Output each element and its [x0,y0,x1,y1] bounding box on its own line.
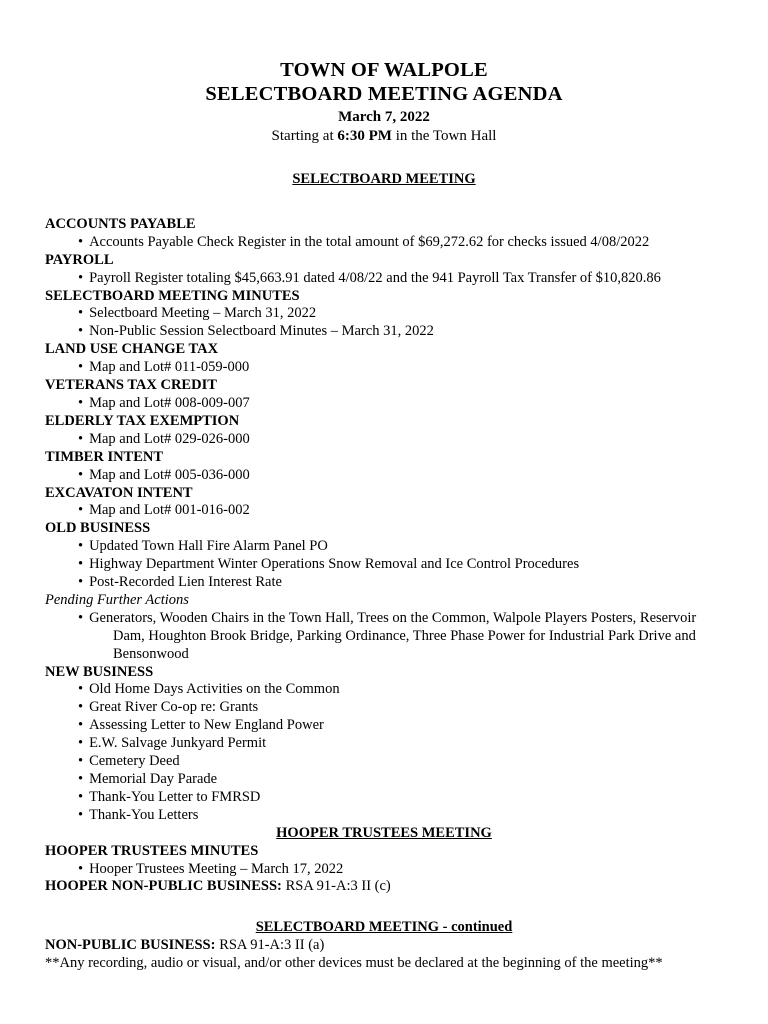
bullet-text: Accounts Payable Check Register in the total amount of $69,272.62 for checks issued 4/08/2022 [89,233,650,250]
start-time: 6:30 PM [337,128,392,144]
meeting-heading-text: SELECTBOARD MEETING [292,171,476,187]
agenda-section [45,520,723,592]
bullet-item [45,270,723,288]
agenda-section [45,216,723,252]
bullet-icon: • [78,788,84,805]
bullet-item [45,502,723,520]
bullet-item [45,234,723,252]
label-text: NON-PUBLIC BUSINESS: [45,937,216,954]
bullet-item [45,735,723,753]
bullet-text: Highway Department Winter Operations Snow Removal and Ice Control Procedures [89,556,580,573]
agenda-section [45,485,723,521]
agenda-section [45,664,723,825]
start-suffix: in the Town Hall [391,128,497,144]
agenda-section [45,449,723,485]
bullet-text: Generators, Wooden Chairs in the Town Hall, Trees on the Common, Walpole Players Posters, Reservoir Dam, Houghton Brook Bridge, Parking Ordinance, Three Phase Power for Industrial Park Drive and Bensonwood [89,609,697,662]
bullet-text: Non-Public Session Selectboard Minutes – March 31, 2022 [89,323,434,340]
bullet-icon: • [78,430,84,447]
meeting-date: March 7, 2022 [338,109,430,125]
bullet-icon: • [78,538,84,555]
section-heading: VETERANS TAX CREDIT [45,377,217,394]
bullet-icon: • [78,699,84,716]
section-heading: Pending Further Actions [45,591,189,608]
bullet-text: Cemetery Deed [89,753,180,770]
notice-line: **Any recording, audio or visual, and/or other devices must be declared at the beginning of the meeting** [45,955,663,972]
bullet-icon: • [78,717,84,734]
label-value: RSA 91-A:3 II (c) [285,878,391,895]
bullet-text: Map and Lot# 011-059-000 [89,359,250,376]
bullet-item [45,305,723,323]
bullet-icon: • [78,681,84,698]
section-heading: ACCOUNTS PAYABLE [45,215,196,232]
document-title-line2: SELECTBOARD MEETING AGENDA [205,83,563,105]
bullet-item [45,789,723,807]
agenda-section [45,843,723,879]
section-heading: TIMBER INTENT [45,448,164,465]
agenda-section [45,413,723,449]
bullet-text: Memorial Day Parade [89,771,218,787]
start-prefix: Starting at [271,128,338,144]
bullet-text: Assessing Letter to New England Power [89,717,324,734]
bullet-text: Thank-You Letter to FMRSD [89,788,261,805]
bullet-item [45,699,723,717]
bullet-text: Hooper Trustees Meeting – March 17, 2022 [89,860,344,877]
bullet-text: Updated Town Hall Fire Alarm Panel PO [89,538,328,555]
bullet-text: Post-Recorded Lien Interest Rate [89,574,282,591]
bullet-icon: • [78,323,84,340]
bullet-text: Selectboard Meeting – March 31, 2022 [89,305,317,322]
section-heading: NEW BUSINESS [45,663,154,680]
bullet-item [45,807,723,825]
bullet-item [45,574,723,592]
section-heading: PAYROLL [45,251,114,268]
bullet-icon: • [78,806,84,823]
agenda-section [45,252,723,288]
agenda-section [45,288,723,342]
agenda-section [45,377,723,413]
bullet-item [45,538,723,556]
agenda-section [45,341,723,377]
bullet-icon: • [78,753,84,770]
bullet-item [45,610,723,664]
bullet-icon: • [78,233,84,250]
bullet-item [45,861,723,879]
label-value: RSA 91-A:3 II (a) [219,937,325,954]
section-heading: ELDERLY TAX EXEMPTION [45,412,240,429]
bullet-text: Map and Lot# 008-009-007 [89,394,250,411]
bullet-text: Payroll Register totaling $45,663.91 dated 4/08/22 and the 941 Payroll Tax Transfer of $10,820.86 [89,269,661,286]
bullet-icon: • [78,269,84,286]
bullet-icon: • [78,466,84,483]
bullet-text: Thank-You Letters [89,806,199,823]
bullet-text: Old Home Days Activities on the Common [89,681,340,698]
bullet-icon: • [78,735,84,752]
meeting-heading [45,171,723,189]
meeting-heading [45,825,723,843]
meeting-heading [45,919,723,937]
label-line [45,937,723,955]
bullet-icon: • [78,359,84,376]
section-heading: LAND USE CHANGE TAX [45,341,219,358]
document-title-line1: TOWN OF WALPOLE [280,59,488,81]
bullet-icon: • [78,609,84,626]
start-time-line [45,127,723,146]
label-line [45,878,723,896]
meeting-heading-text: HOOPER TRUSTEES MEETING [276,824,492,841]
section-heading: SELECTBOARD MEETING MINUTES [45,287,300,304]
bullet-text: Map and Lot# 029-026-000 [89,430,250,447]
bullet-item [45,717,723,735]
bullet-icon: • [78,502,84,519]
document-header [45,58,723,146]
bullet-icon: • [78,556,84,573]
section-heading: HOOPER TRUSTEES MINUTES [45,842,259,859]
bullet-icon: • [78,574,84,591]
bullet-icon: • [78,394,84,411]
meeting-heading-text: SELECTBOARD MEETING - continued [255,919,513,936]
bullet-item [45,556,723,574]
bullet-item [45,681,723,699]
bullet-item [45,323,723,341]
label-text: HOOPER NON-PUBLIC BUSINESS: [45,878,282,895]
bullet-item [45,359,723,377]
agenda-body [45,171,723,973]
bullet-item [45,771,723,789]
bullet-item [45,431,723,449]
bullet-item [45,395,723,413]
bullet-item [45,753,723,771]
agenda-section [45,592,723,664]
section-heading: EXCAVATON INTENT [45,484,193,501]
bullet-text: E.W. Salvage Junkyard Permit [89,735,267,752]
bullet-text: Great River Co-op re: Grants [89,699,259,716]
bullet-item [45,467,723,485]
bullet-icon: • [78,305,84,322]
bullet-icon: • [78,771,84,787]
bullet-icon: • [78,860,84,877]
section-heading: OLD BUSINESS [45,520,151,537]
bullet-text: Map and Lot# 001-016-002 [89,502,250,519]
bullet-text: Map and Lot# 005-036-000 [89,466,250,483]
